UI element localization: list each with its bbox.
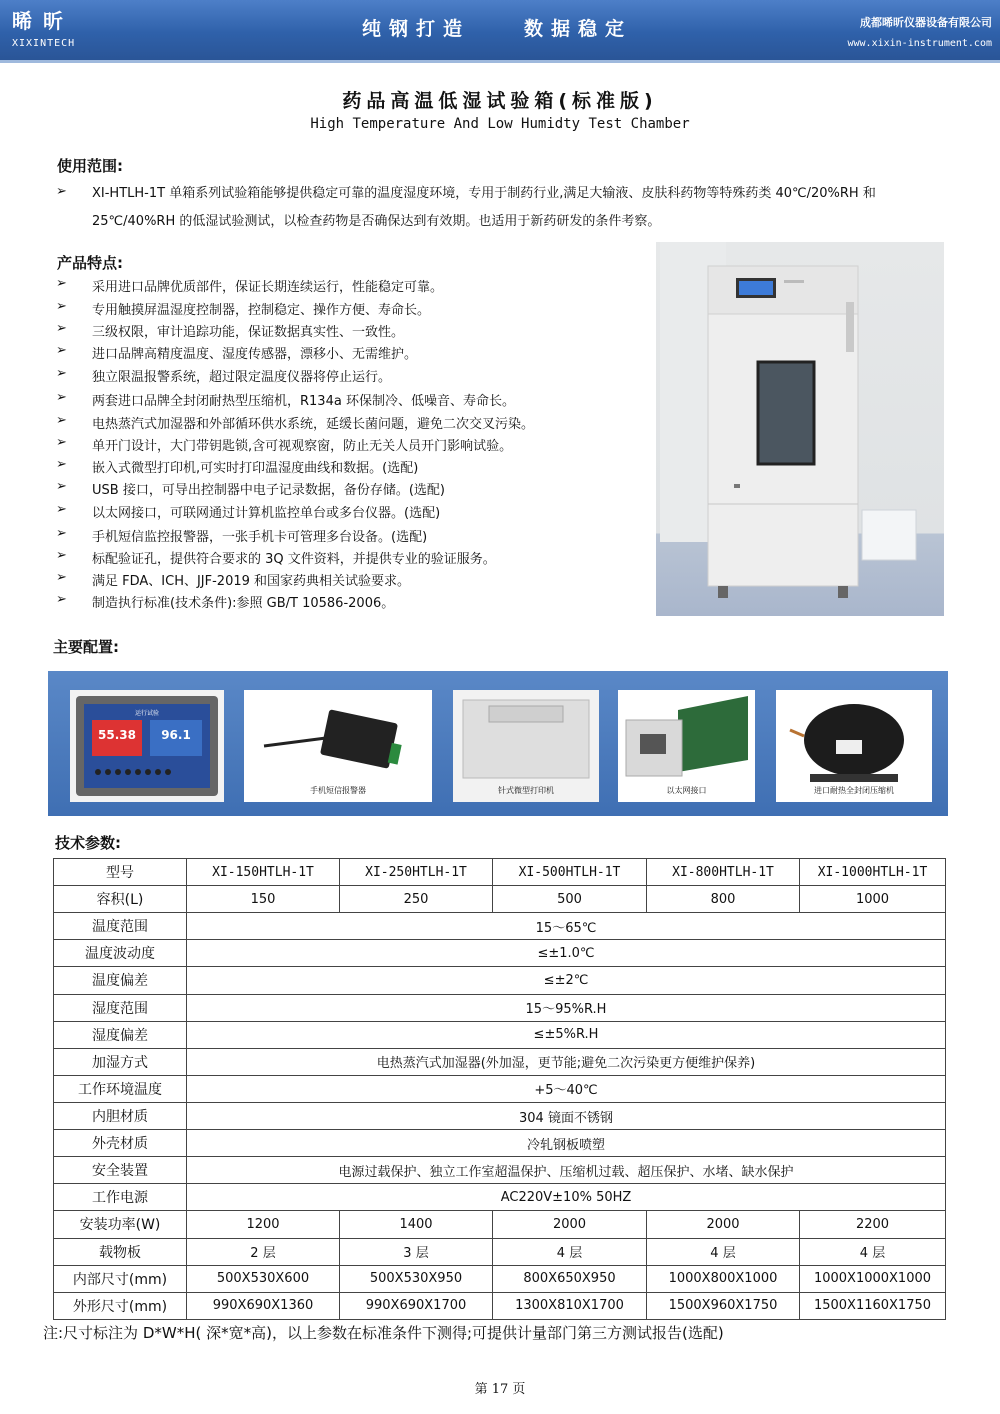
table-cell: 4 层 (493, 1238, 647, 1265)
bullet-icon: ➢ (56, 299, 67, 314)
table-row (54, 1102, 946, 1129)
table-cell: 500X530X600 (187, 1265, 340, 1292)
table-cell: 800 (647, 886, 800, 913)
printer-label: 针式微型打印机 (498, 786, 554, 795)
product-subtitle: High Temperature And Low Humidty Test Chamber (310, 116, 690, 132)
table-row (54, 1184, 946, 1211)
table-row (54, 940, 946, 967)
table-row (54, 913, 946, 940)
bullet-icon: ➢ (56, 390, 67, 405)
sms-alarm-label: 手机短信报警器 (310, 786, 366, 795)
logo-text: 晞 昕 (12, 9, 65, 33)
table-cell: +5～40℃ (187, 1075, 946, 1102)
table-cell: 990X690X1700 (340, 1292, 493, 1319)
table-cell: 1000 (800, 886, 946, 913)
product-photo (656, 242, 944, 616)
row-label: 加湿方式 (54, 1048, 187, 1075)
row-label: 载物板 (54, 1238, 187, 1265)
feature-item: 两套进口品牌全封闭耐热型压缩机，R134a 环保制冷、低噪音、寿命长。 (92, 394, 515, 409)
table-cell: 15～95%R.H (187, 994, 946, 1021)
table-cell: 1300X810X1700 (493, 1292, 647, 1319)
table-cell: 500 (493, 886, 647, 913)
table-cell: XI-150HTLH-1T (187, 859, 340, 886)
table-cell: 800X650X950 (493, 1265, 647, 1292)
bullet-icon: ➢ (56, 343, 67, 358)
table-cell: 500X530X950 (340, 1265, 493, 1292)
table-row (54, 859, 946, 886)
bullet-icon: ➢ (56, 479, 67, 494)
feature-item: 电热蒸汽式加湿器和外部循环供水系统，延缓长菌问题，避免二次交叉污染。 (92, 417, 535, 432)
controller-screen-title: 运行试验 (134, 710, 159, 717)
feature-item: 以太网接口，可联网通过计算机监控单台或多台仪器。(选配) (92, 506, 441, 521)
bullet-icon: ➢ (56, 526, 67, 541)
table-cell: 1000X1000X1000 (800, 1265, 946, 1292)
table-cell: 冷轧钢板喷塑 (187, 1130, 946, 1157)
row-label: 内部尺寸(mm) (54, 1265, 187, 1292)
product-title: 药品高温低湿试验箱(标准版) (342, 90, 658, 112)
company-name: 成都晞昕仪器设备有限公司 (860, 16, 992, 29)
bullet-icon: ➢ (56, 366, 67, 381)
compressor-image (776, 690, 932, 802)
row-label: 工作电源 (54, 1184, 187, 1211)
bullet-icon: ➢ (56, 435, 67, 450)
config-heading: 主要配置: (53, 638, 119, 656)
table-cell: 4 层 (647, 1238, 800, 1265)
feature-item: 嵌入式微型打印机,可实时打印温湿度曲线和数据。(选配) (92, 461, 419, 476)
feature-item: 标配验证孔，提供符合要求的 3Q 文件资料，并提供专业的验证服务。 (92, 552, 496, 567)
row-label: 外形尺寸(mm) (54, 1292, 187, 1319)
row-label: 湿度范围 (54, 994, 187, 1021)
controller-image (70, 690, 224, 802)
table-cell: 3 层 (340, 1238, 493, 1265)
feature-item: USB 接口，可导出控制器中电子记录数据，备份存储。(选配) (92, 483, 445, 498)
company-website[interactable]: www.xixin-instrument.com (847, 38, 992, 49)
table-cell: 15～65℃ (187, 913, 946, 940)
compressor-label: 进口耐热全封闭压缩机 (814, 786, 894, 795)
table-cell: ≤±5%R.H (187, 1021, 946, 1048)
table-row (54, 1238, 946, 1265)
feature-item: 进口品牌高精度温度、湿度传感器，漂移小、无需维护。 (92, 347, 418, 362)
row-label: 工作环境温度 (54, 1075, 187, 1102)
feature-item: 三级权限，审计追踪功能，保证数据真实性、一致性。 (92, 325, 405, 340)
header-divider (0, 60, 1000, 63)
feature-item: 制造执行标准(技术条件):参照 GB/T 10586-2006。 (92, 596, 395, 611)
bullet-icon: ➢ (56, 502, 67, 517)
spec-table (53, 858, 946, 1320)
feature-item: 单开门设计，大门带钥匙锁,含可视观察窗，防止无关人员开门影响试验。 (92, 439, 513, 454)
table-row (54, 967, 946, 994)
table-cell: 2200 (800, 1211, 946, 1238)
sms-alarm-image (244, 690, 432, 802)
row-label: 湿度偏差 (54, 1021, 187, 1048)
bullet-icon: ➢ (56, 276, 67, 291)
ethernet-image (618, 690, 755, 802)
table-row (54, 994, 946, 1021)
bullet-icon: ➢ (56, 184, 67, 199)
slogan-steel: 纯钢打造 (362, 18, 471, 40)
table-cell: ≤±1.0℃ (187, 940, 946, 967)
row-label: 容积(L) (54, 886, 187, 913)
row-label: 内胆材质 (54, 1102, 187, 1129)
table-cell: XI-500HTLH-1T (493, 859, 647, 886)
table-cell: 1400 (340, 1211, 493, 1238)
feature-item: 满足 FDA、ICH、JJF-2019 和国家药典相关试验要求。 (92, 574, 411, 589)
table-cell: 1500X1160X1750 (800, 1292, 946, 1319)
printer-image (453, 690, 599, 802)
feature-item: 手机短信监控报警器，一张手机卡可管理多台设备。(选配) (92, 530, 428, 545)
controller-humidity-readout: 96.1 (161, 728, 191, 742)
table-row (54, 1075, 946, 1102)
page-number: 第 17 页 (474, 1382, 526, 1397)
table-row (54, 1157, 946, 1184)
spec-heading: 技术参数: (55, 834, 121, 852)
table-row (54, 1292, 946, 1319)
footnote: 注:尺寸标注为 D*W*H( 深*宽*高)，以上参数在标准条件下测得;可提供计量部门第三方测试报告(选配) (43, 1324, 724, 1342)
table-cell: 150 (187, 886, 340, 913)
bullet-icon: ➢ (56, 457, 67, 472)
table-cell: 4 层 (800, 1238, 946, 1265)
usage-text: XI-HTLH-1T 单箱系列试验箱能够提供稳定可靠的温度湿度环境，专用于制药行业,满足大输液、皮肤科药物等特殊药类 40℃/20%RH 和 25℃/40%RH 的低湿试验测试，以检查药物是否确保达到有效期。也适用于新药研发的条件考察。 (92, 186, 876, 229)
table-row (54, 886, 946, 913)
row-label: 安装功率(W) (54, 1211, 187, 1238)
table-cell: 电源过载保护、独立工作室超温保护、压缩机过载、超压保护、水堵、缺水保护 (187, 1157, 946, 1184)
table-cell: 304 镜面不锈钢 (187, 1102, 946, 1129)
table-cell: XI-1000HTLH-1T (800, 859, 946, 886)
bullet-icon: ➢ (56, 413, 67, 428)
table-cell: AC220V±10% 50HZ (187, 1184, 946, 1211)
table-cell: XI-800HTLH-1T (647, 859, 800, 886)
feature-item: 采用进口品牌优质部件，保证长期连续运行，性能稳定可靠。 (92, 280, 444, 295)
controller-temp-readout: 55.38 (98, 728, 136, 742)
bullet-icon: ➢ (56, 570, 67, 585)
table-cell: 1000X800X1000 (647, 1265, 800, 1292)
table-row (54, 1021, 946, 1048)
table-cell: ≤±2℃ (187, 967, 946, 994)
table-row (54, 1211, 946, 1238)
table-cell: 2 层 (187, 1238, 340, 1265)
row-label: 温度范围 (54, 913, 187, 940)
table-cell: 1500X960X1750 (647, 1292, 800, 1319)
table-cell: 250 (340, 886, 493, 913)
table-cell: XI-250HTLH-1T (340, 859, 493, 886)
row-label: 安全装置 (54, 1157, 187, 1184)
logo-subtext: XIXINTECH (12, 38, 76, 49)
row-label: 外壳材质 (54, 1130, 187, 1157)
table-cell: 2000 (493, 1211, 647, 1238)
bullet-icon: ➢ (56, 321, 67, 336)
table-cell: 2000 (647, 1211, 800, 1238)
table-row (54, 1265, 946, 1292)
table-row (54, 1048, 946, 1075)
usage-heading: 使用范围: (57, 157, 123, 175)
table-row (54, 1130, 946, 1157)
bullet-icon: ➢ (56, 548, 67, 563)
table-cell: 电热蒸汽式加湿器(外加湿，更节能;避免二次污染更方便维护保养) (187, 1048, 946, 1075)
row-label: 型号 (54, 859, 187, 886)
feature-item: 独立限温报警系统，超过限定温度仪器将停止运行。 (92, 370, 392, 385)
table-cell: 990X690X1360 (187, 1292, 340, 1319)
row-label: 温度波动度 (54, 940, 187, 967)
table-cell: 1200 (187, 1211, 340, 1238)
ethernet-label: 以太网接口 (666, 786, 707, 795)
row-label: 温度偏差 (54, 967, 187, 994)
slogan-data: 数据稳定 (524, 18, 633, 40)
bullet-icon: ➢ (56, 592, 67, 607)
features-heading: 产品特点: (57, 254, 123, 272)
feature-item: 专用触摸屏温湿度控制器，控制稳定、操作方便、寿命长。 (92, 303, 431, 318)
page-header (0, 0, 1000, 60)
